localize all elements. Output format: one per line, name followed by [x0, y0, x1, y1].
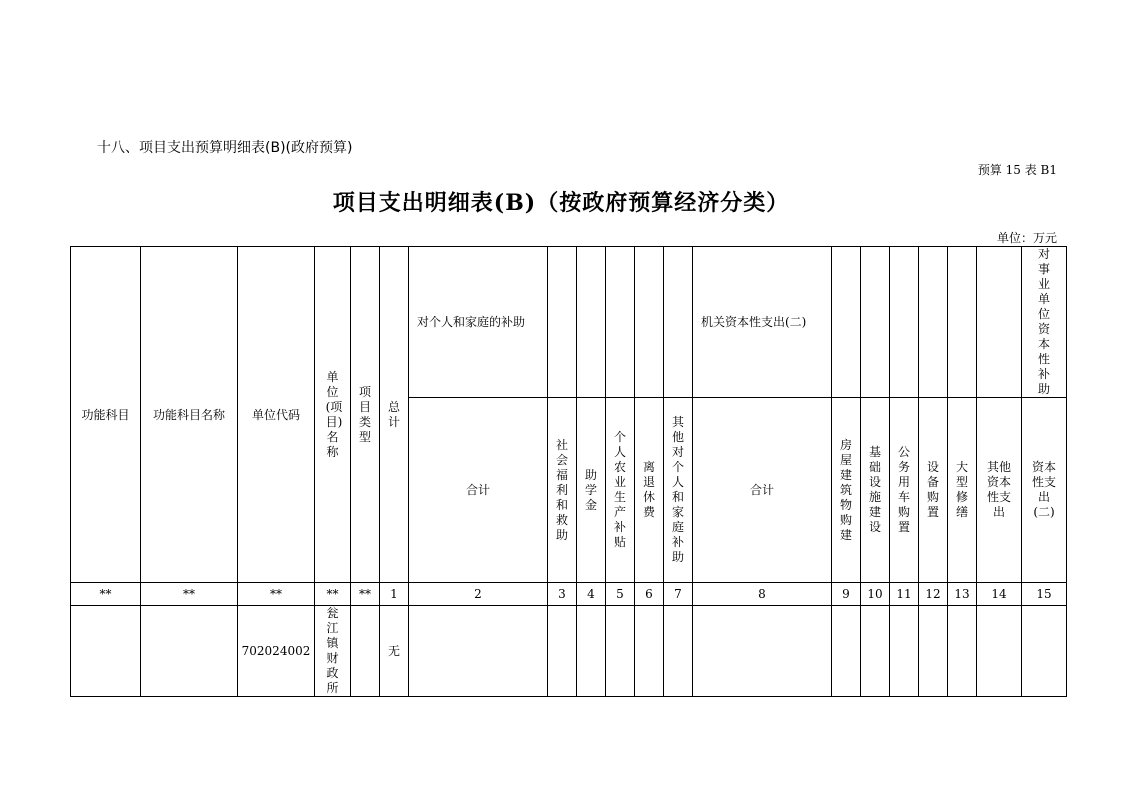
col-total-label: 总计	[387, 399, 400, 429]
col-ind-retire	[635, 398, 664, 583]
index-cell: 13	[948, 583, 977, 606]
index-cell: 4	[577, 583, 606, 606]
cell-empty	[635, 606, 664, 697]
col-pub-capital-label: 资本性支出(二)	[1031, 460, 1056, 519]
cell-empty	[664, 606, 693, 697]
index-cell: **	[351, 583, 380, 606]
index-cell: **	[238, 583, 315, 606]
index-cell: 5	[606, 583, 635, 606]
col-ind-welfare-label: 社会福利和救助	[555, 437, 568, 542]
col-project-type	[351, 247, 380, 583]
cell-empty	[409, 606, 548, 697]
index-cell: 10	[861, 583, 890, 606]
group-individual-blank	[548, 247, 577, 398]
col-cap-infra-label: 基础设施建设	[868, 445, 881, 534]
index-cell: 11	[890, 583, 919, 606]
cell-empty	[1022, 606, 1067, 697]
cell-total: 无	[380, 606, 409, 697]
group-capital-blank	[832, 247, 861, 398]
group-individual: 对个人和家庭的补助	[409, 247, 548, 398]
col-pub-capital	[1022, 398, 1067, 583]
col-project-type-label: 项目类型	[358, 384, 371, 444]
cell-empty	[890, 606, 919, 697]
col-cap-equip	[919, 398, 948, 583]
group-individual-blank	[606, 247, 635, 398]
col-cap-equip-label: 设备购置	[926, 460, 939, 519]
col-cap-repair-label: 大型修缮	[955, 460, 968, 519]
cell-empty	[861, 606, 890, 697]
index-cell: 2	[409, 583, 548, 606]
cell-empty	[548, 606, 577, 697]
index-cell: 6	[635, 583, 664, 606]
index-row	[71, 583, 1067, 606]
col-cap-other-label: 其他资本性支出	[986, 460, 1011, 519]
table-row	[71, 606, 1067, 697]
col-cap-infra	[861, 398, 890, 583]
group-public-label: 对事业单位资本性补助	[1037, 247, 1050, 396]
col-unit-name-label: 单位(项目)名称	[325, 369, 343, 459]
col-cap-house	[832, 398, 861, 583]
index-cell: 8	[693, 583, 832, 606]
index-cell: 12	[919, 583, 948, 606]
cell-unit-code: 702024002	[238, 606, 315, 697]
page-title: 项目支出明细表(B)（按政府预算经济分类）	[332, 190, 790, 216]
col-ind-welfare	[548, 398, 577, 583]
col-unit-name	[315, 247, 351, 583]
cell-func-name	[141, 606, 238, 697]
group-capital: 机关资本性支出(二)	[693, 247, 832, 398]
col-cap-other	[977, 398, 1022, 583]
col-ind-total: 合计	[409, 398, 548, 583]
cell-empty	[977, 606, 1022, 697]
group-individual-blank	[577, 247, 606, 398]
col-ind-other-label: 其他对个人和家庭补助	[671, 415, 684, 564]
cell-func-code	[71, 606, 141, 697]
cell-empty	[919, 606, 948, 697]
cell-project-type	[351, 606, 380, 697]
col-total	[380, 247, 409, 583]
table-code: 预算 15 表 B1	[977, 163, 1057, 177]
index-cell: 3	[548, 583, 577, 606]
index-cell: **	[141, 583, 238, 606]
group-capital-blank	[948, 247, 977, 398]
col-unit-code: 单位代码	[238, 247, 315, 583]
index-cell: 1	[380, 583, 409, 606]
index-cell: 14	[977, 583, 1022, 606]
header-row-groups	[71, 247, 1067, 398]
group-capital-blank	[919, 247, 948, 398]
group-capital-blank	[890, 247, 919, 398]
cell-unit-name	[315, 606, 351, 697]
group-capital-blank	[861, 247, 890, 398]
cell-unit-name-text: 瓮江镇财政所	[326, 606, 339, 695]
group-public	[1022, 247, 1067, 398]
col-cap-repair	[948, 398, 977, 583]
col-ind-grant	[577, 398, 606, 583]
col-ind-retire-label: 离退休费	[642, 460, 655, 519]
index-cell: **	[71, 583, 141, 606]
index-cell: 15	[1022, 583, 1067, 606]
index-cell: **	[315, 583, 351, 606]
col-ind-agri	[606, 398, 635, 583]
col-ind-agri-label: 个人农业生产补贴	[613, 430, 626, 549]
col-cap-house-label: 房屋建筑物购建	[839, 437, 852, 542]
col-cap-car	[890, 398, 919, 583]
cell-empty	[577, 606, 606, 697]
col-func-name: 功能科目名称	[141, 247, 238, 583]
index-cell: 7	[664, 583, 693, 606]
cell-empty	[832, 606, 861, 697]
budget-table	[70, 246, 1067, 697]
cell-empty	[693, 606, 832, 697]
col-func-code: 功能科目	[71, 247, 141, 583]
section-title: 十八、项目支出预算明细表(B)(政府预算)	[97, 140, 353, 156]
index-cell: 9	[832, 583, 861, 606]
group-individual-blank	[635, 247, 664, 398]
cell-empty	[948, 606, 977, 697]
col-cap-car-label: 公务用车购置	[897, 445, 910, 534]
unit-label: 单位：万元	[996, 231, 1057, 245]
group-individual-blank	[664, 247, 693, 398]
col-cap-total: 合计	[693, 398, 832, 583]
group-capital-blank	[977, 247, 1022, 398]
col-ind-other	[664, 398, 693, 583]
col-ind-grant-label: 助学金	[584, 467, 597, 512]
cell-empty	[606, 606, 635, 697]
